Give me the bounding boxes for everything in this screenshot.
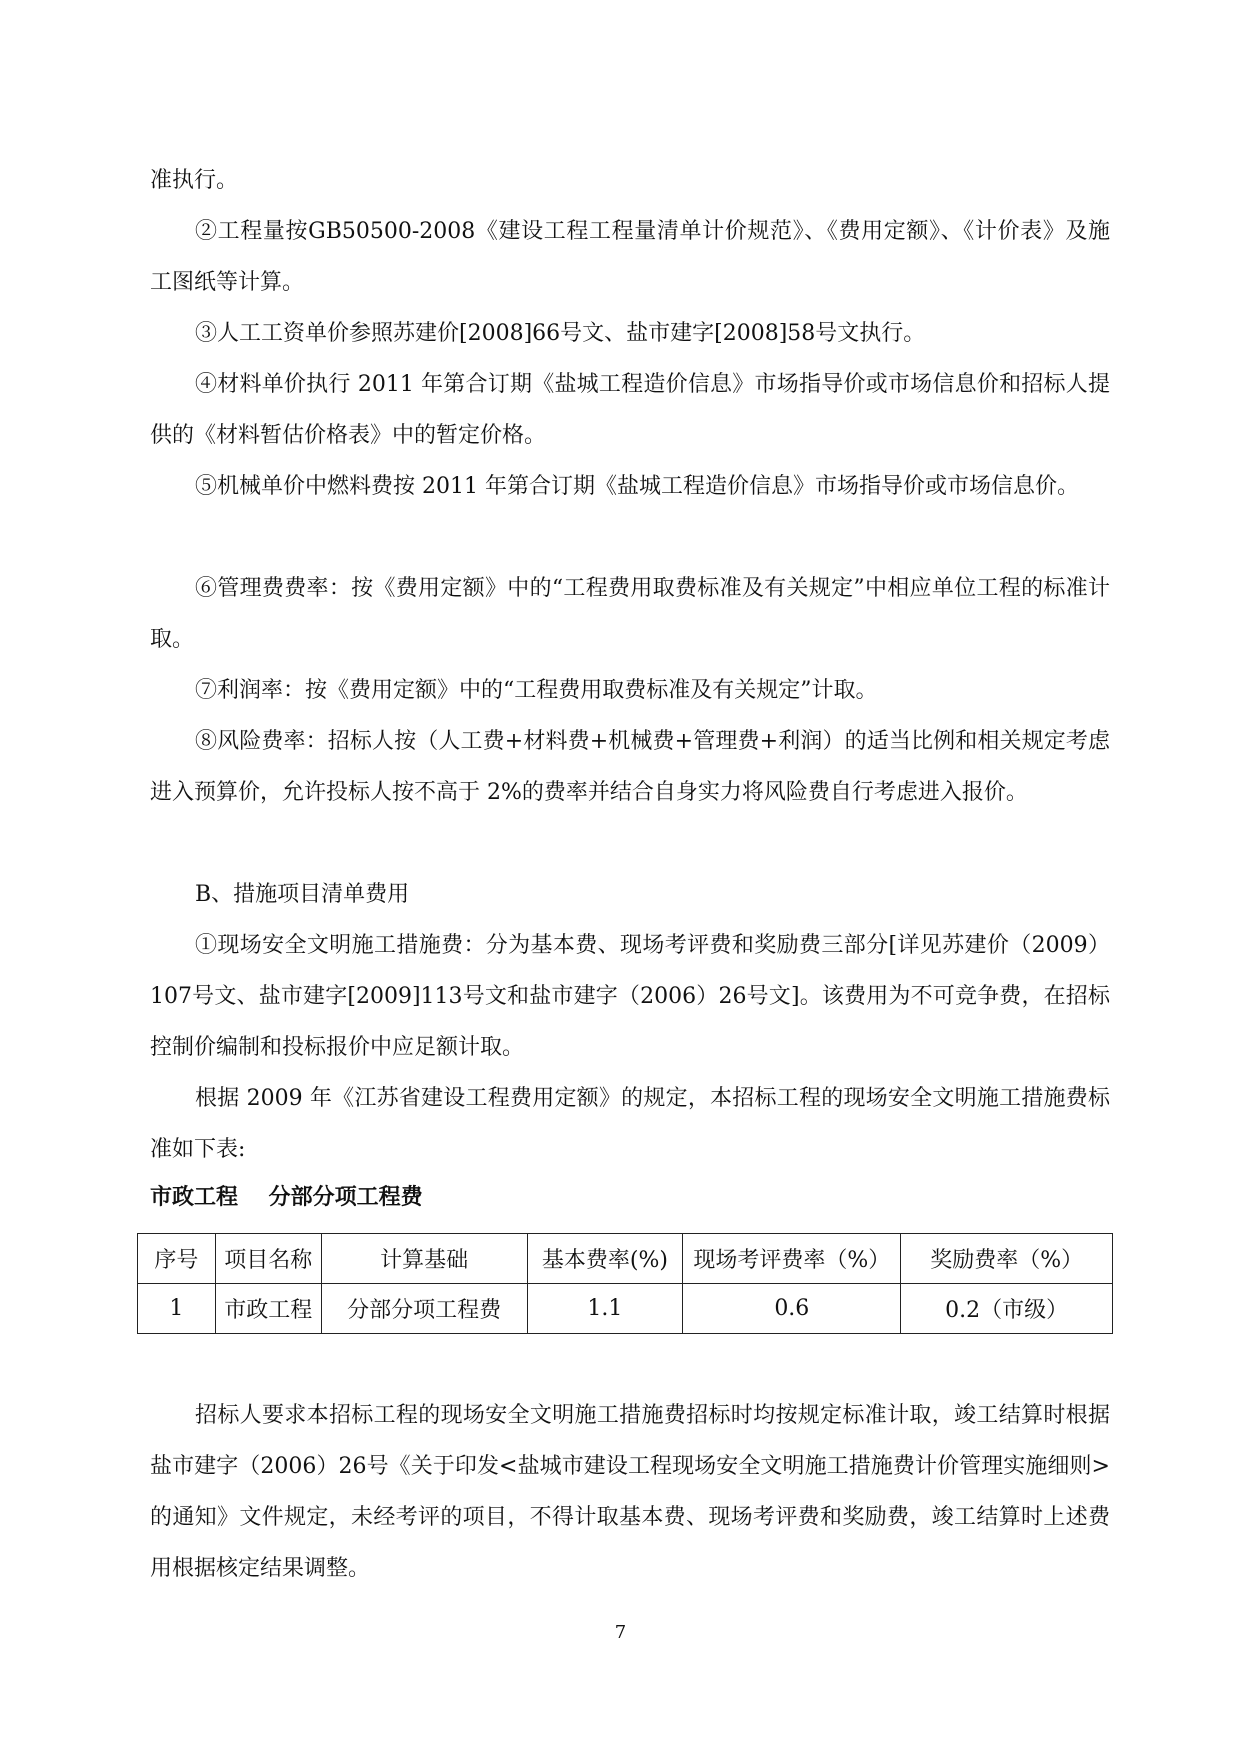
cell-site-rate: 0.6 <box>683 1284 901 1334</box>
table-header-row <box>138 1234 1113 1284</box>
paragraph-item-6: ⑥管理费费率：按《费用定额》中的“工程费用取费标准及有关规定”中相应单位工程的标准计取。 <box>150 576 1110 652</box>
paragraph-item-3: ③人工工资单价参照苏建价[2008]66号文、盐市建字[2008]58号文执行。 <box>195 321 926 346</box>
paragraph-item-7: ⑦利润率：按《费用定额》中的“工程费用取费标准及有关规定”计取。 <box>195 678 878 703</box>
paragraph-continuation: 准执行。 <box>150 168 239 193</box>
section-heading-b: B、措施项目清单费用 <box>195 882 410 907</box>
table-caption: 市政工程 分部分项工程费 <box>150 1184 423 1210</box>
fee-rate-table <box>137 1233 1113 1334</box>
header-project-name: 项目名称 <box>215 1234 321 1284</box>
cell-project-name: 市政工程 <box>215 1284 321 1334</box>
paragraph-item-8: ⑧风险费率：招标人按（人工费+材料费+机械费+管理费+利润）的适当比例和相关规定考虑进入预算价，允许投标人按不高于 2%的费率并结合自身实力将风险费自行考虑进入报价。 <box>150 729 1110 805</box>
cell-reward-rate: 0.2（市级） <box>901 1284 1113 1334</box>
cell-index: 1 <box>138 1284 216 1334</box>
paragraph-item-5: ⑤机械单价中燃料费按 2011 年第合订期《盐城工程造价信息》市场指导价或市场信息价。 <box>195 474 1079 499</box>
paragraph-item-4: ④材料单价执行 2011 年第合订期《盐城工程造价信息》市场指导价或市场信息价和招标人提供的《材料暂估价格表》中的暂定价格。 <box>150 372 1110 448</box>
cell-base-rate: 1.1 <box>527 1284 683 1334</box>
header-site-rate: 现场考评费率（%） <box>683 1234 901 1284</box>
cell-calc-basis: 分部分项工程费 <box>321 1284 527 1334</box>
paragraph-safety-fee: ①现场安全文明施工措施费：分为基本费、现场考评费和奖励费三部分[详见苏建价（2009）107号文、盐市建字[2009]113号文和盐市建字（2006）26号文]。该费用为不可竞争费，在招标控制价编制和投标报价中应足额计取。 <box>150 933 1110 1060</box>
page-number: 7 <box>614 1622 627 1643</box>
header-calc-basis: 计算基础 <box>321 1234 527 1284</box>
table-row <box>138 1284 1113 1334</box>
closing-paragraph: 招标人要求本招标工程的现场安全文明施工措施费招标时均按规定标准计取，竣工结算时根据盐市建字（2006）26号《关于印发<盐城市建设工程现场安全文明施工措施费计价管理实施细则>的通知》文件规定，未经考评的项目，不得计取基本费、现场考评费和奖励费，竣工结算时上述费用根据核定结果调整。 <box>150 1403 1110 1581</box>
header-index: 序号 <box>138 1234 216 1284</box>
header-reward-rate: 奖励费率（%） <box>901 1234 1113 1284</box>
header-base-rate: 基本费率(%) <box>527 1234 683 1284</box>
paragraph-fee-standard: 根据 2009 年《江苏省建设工程费用定额》的规定，本招标工程的现场安全文明施工措施费标准如下表: <box>150 1086 1110 1162</box>
paragraph-item-2: ②工程量按GB50500-2008《建设工程工程量清单计价规范》、《费用定额》、《计价表》及施工图纸等计算。 <box>150 219 1110 295</box>
